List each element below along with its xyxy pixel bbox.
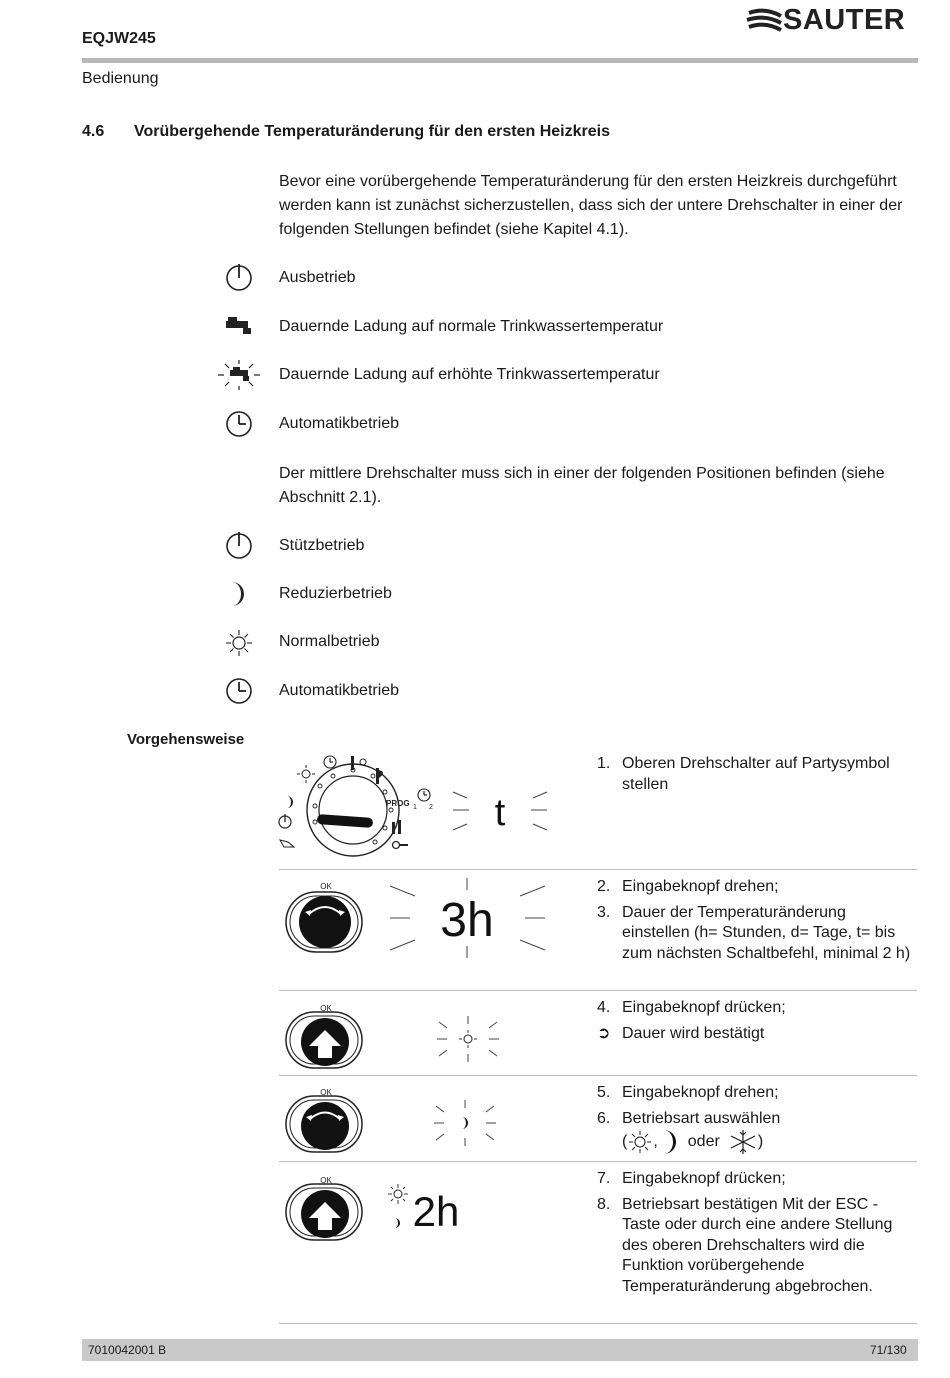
intro-paragraph: Bevor eine vorübergehende Temperaturänderung für den ersten Heizkreis durchgeführt werden kann ist zunächst sicherzustellen, dass sich der untere Drehschalter in einer der folgenden Stellungen befindet (siehe Kapitel 4.1). [279,173,903,238]
ok-label: OK [320,882,332,891]
display-2h-result [380,1178,470,1238]
clock-icon [218,675,260,707]
row-divider [279,990,917,991]
steps-row-4 [597,1083,917,1155]
display-moon-blinking [432,1100,498,1146]
power-icon [218,530,260,562]
steps-row-2 [597,877,917,969]
step-number: 6. [597,1109,611,1127]
upper-rotary-switch-illustration [275,750,455,865]
product-name: EQJW245 [82,30,156,47]
power-icon [218,262,260,294]
position-label-reduzierbetrieb: Reduzierbetrieb [279,585,392,602]
ok-label: OK [320,1004,332,1013]
row-divider [279,1323,917,1324]
steps-row-3 [597,998,917,1049]
mode-options-line [597,1129,917,1155]
moon-icon [658,1128,680,1156]
display-3h-blinking [385,878,550,958]
step-number: 4. [597,999,611,1016]
moon-icon [218,578,260,610]
display-3h-text: 3h [440,894,494,947]
row-divider [279,1161,917,1162]
display-2h-text: 2h [412,1188,460,1235]
step-number: 7. [597,1170,611,1187]
steps-row-1 [597,754,917,800]
step-text: Eingabeknopf drücken; [622,999,786,1016]
logo-swoosh-icon [745,4,785,38]
ok-knob-rotate-illustration [283,878,365,958]
paren-open: ( [622,1132,628,1150]
step-text: Oberen Drehschalter auf Partysymbol stellen [622,755,890,793]
dial-label-prog: PROG [386,799,410,808]
ok-label: OK [320,1176,332,1185]
display-t-text: t [494,792,506,834]
step-text: Dauer der Temperaturänderung einstellen (h= Stunden, d= Tage, t= bis zum nächsten Schaltbefehl, minimal 2 h) [622,903,911,962]
chapter-title: Bedienung [82,70,159,87]
position-label-normalbetrieb: Normalbetrieb [279,633,380,650]
row-divider [279,869,917,870]
snowflake-icon [728,1129,758,1155]
result-arrow-icon: ➲ [597,1024,611,1042]
ok-knob-rotate-illustration [283,1084,365,1154]
step-text: Betriebsart auswählen [622,1109,781,1127]
position-label-normal-water: Dauernde Ladung auf normale Trinkwassertemperatur [279,318,664,335]
document-number: 7010042001 B [88,1343,167,1357]
step-number: 8. [597,1195,611,1213]
paren-close: ) [757,1132,764,1150]
section-title: Vorübergehende Temperaturänderung für den ersten Heizkreis [134,123,610,140]
step-text: Eingabeknopf drücken; [622,1170,786,1187]
step-number: 1. [597,755,611,772]
position-label-raised-water: Dauernde Ladung auf erhöhte Trinkwassertemperatur [279,366,660,383]
position-label-stuetzbetrieb: Stützbetrieb [279,537,365,554]
ok-knob-press-illustration [283,1172,365,1242]
sun-icon [218,627,260,659]
step-text: Dauer wird bestätigt [622,1024,765,1042]
sun-icon [627,1130,653,1154]
step-text: Eingabeknopf drehen; [622,1084,779,1101]
sauter-logo [745,4,920,38]
footer-bar [82,1339,918,1361]
step-number: 2. [597,878,611,895]
display-t-blinking [445,770,555,850]
header-rule [82,58,918,63]
section-number: 4.6 [82,123,105,140]
tap-icon [218,311,260,343]
procedure-label: Vorgehensweise [127,731,245,748]
mode-comma: , [653,1132,658,1150]
position-label-automatik-middle: Automatikbetrieb [279,682,400,699]
step-number: 3. [597,903,611,921]
step-text: Betriebsart bestätigen Mit der ESC - Taste oder durch eine andere Stellung des oberen Drehschalters wird die Funktion vorübergehende Temperaturänderung abgebrochen. [622,1195,893,1295]
step-text: Eingabeknopf drehen; [622,878,779,895]
page-number: 71/130 [870,1343,907,1357]
step-number: 5. [597,1084,611,1101]
dial-label-one: 1 [413,804,417,811]
middle-paragraph: Der mittlere Drehschalter muss sich in einer der folgenden Positionen befinden (siehe Abschnitt 2.1). [279,465,885,506]
steps-row-5 [597,1169,917,1302]
tap-radiant-icon [218,359,260,391]
display-sun-blinking [435,1016,501,1062]
position-label-automatik-lower: Automatikbetrieb [279,415,400,432]
ok-label: OK [320,1088,332,1097]
dial-label-two: 2 [429,804,433,811]
ok-knob-press-illustration [283,1000,365,1070]
brand-name: SAUTER [783,4,906,36]
clock-icon [218,408,260,440]
position-label-ausbetrieb: Ausbetrieb [279,269,356,286]
row-divider [279,1075,917,1076]
mode-oder: oder [687,1132,720,1150]
